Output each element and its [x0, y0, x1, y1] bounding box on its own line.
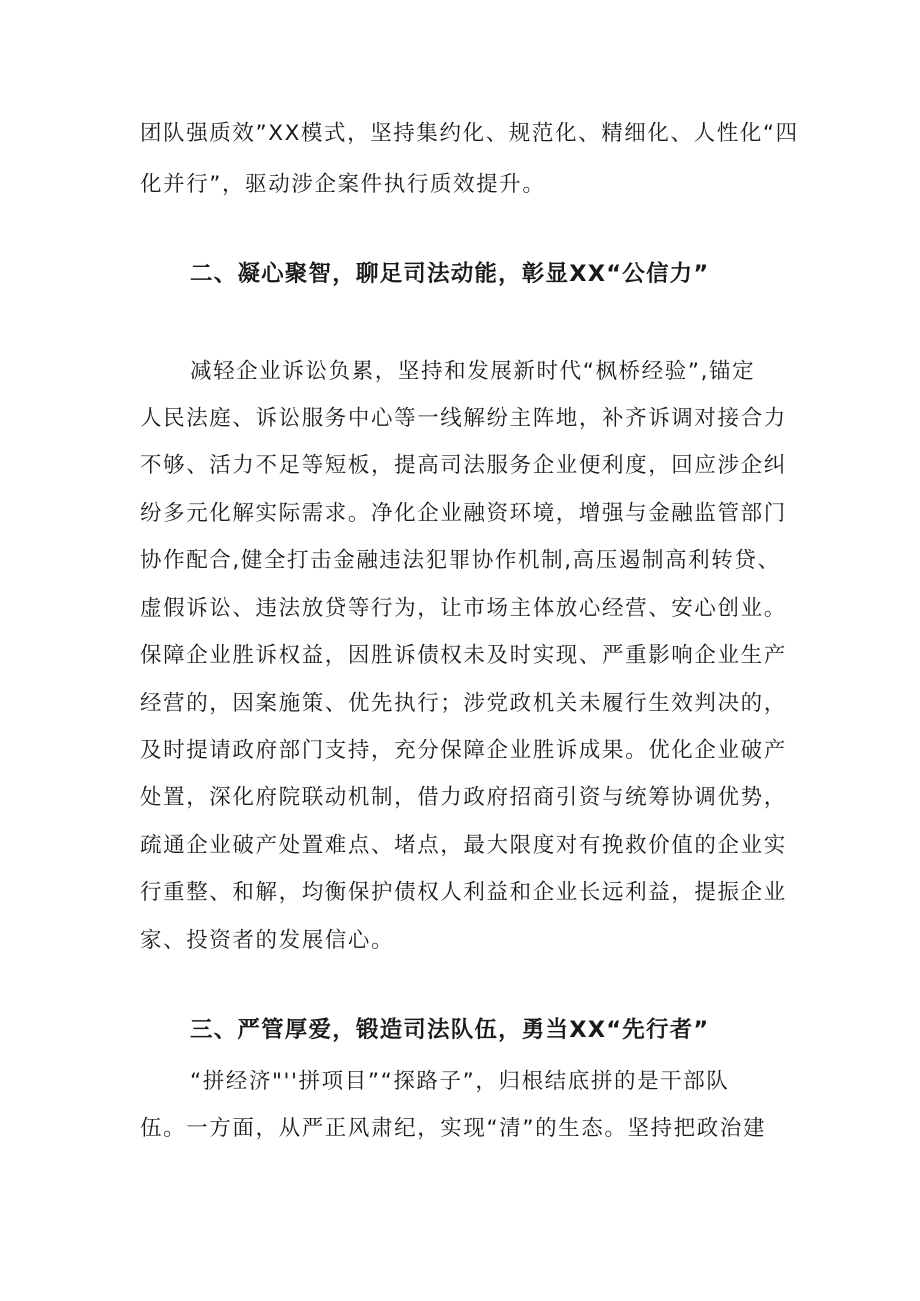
body-text-line: 团队强质效”XX模式，坚持集约化、规范化、精细化、人性化“四 — [140, 121, 799, 146]
body-text-line: 伍。一方面，从严正风肃纪，实现“清”的生态。坚持把政治建 — [140, 1116, 767, 1141]
body-text-line: 保障企业胜诉权益，因胜诉债权未及时实现、严重影响企业生产 — [140, 643, 787, 668]
body-text-line: 纷多元化解实际需求。净化企业融资环境，增强与金融监管部门 — [140, 501, 787, 526]
body-text-line: 虚假诉讼、违法放贷等行为，让市场主体放心经营、安心创业。 — [140, 596, 787, 621]
section-heading: 二、凝心聚智，聊足司法动能，彰显XX“公信力” — [190, 261, 710, 287]
body-text-line: 减轻企业诉讼负累，坚持和发展新时代“枫桥经验”,锚定 — [190, 359, 756, 384]
body-text-line: “拼经济"''拼项目”“探路子”，归根结底拼的是干部队 — [190, 1069, 730, 1094]
body-text-line: 及时提请政府部门支持，充分保障企业胜诉成果。优化企业破产 — [140, 738, 787, 763]
body-text-line: 协作配合,健全打击金融违法犯罪协作机制,高压遏制高利转贷、 — [140, 548, 781, 573]
body-text-line: 不够、活力不足等短板，提高司法服务企业便利度，回应涉企纠 — [140, 453, 787, 478]
section-heading: 三、严管厚爱，锻造司法队伍，勇当XX“先行者” — [190, 1017, 710, 1043]
body-text-line: 家、投资者的发展信心。 — [140, 928, 395, 953]
body-text-line: 处置，深化府院联动机制，借力政府招商引资与统筹协调优势， — [140, 785, 787, 810]
body-text-line: 行重整、和解，均衡保护债权人利益和企业长远利益，提振企业 — [140, 880, 787, 905]
body-text-line: 疏通企业破产处置难点、堵点，最大限度对有挽救价值的企业实 — [140, 833, 787, 858]
body-text-line: 人民法庭、诉讼服务中心等一线解纷主阵地，补齐诉调对接合力 — [140, 406, 787, 431]
body-text-line: 经营的，因案施策、优先执行；涉党政机关未履行生效判决的， — [140, 691, 787, 716]
body-text-line: 化并行”，驱动涉企案件执行质效提升。 — [140, 172, 546, 197]
